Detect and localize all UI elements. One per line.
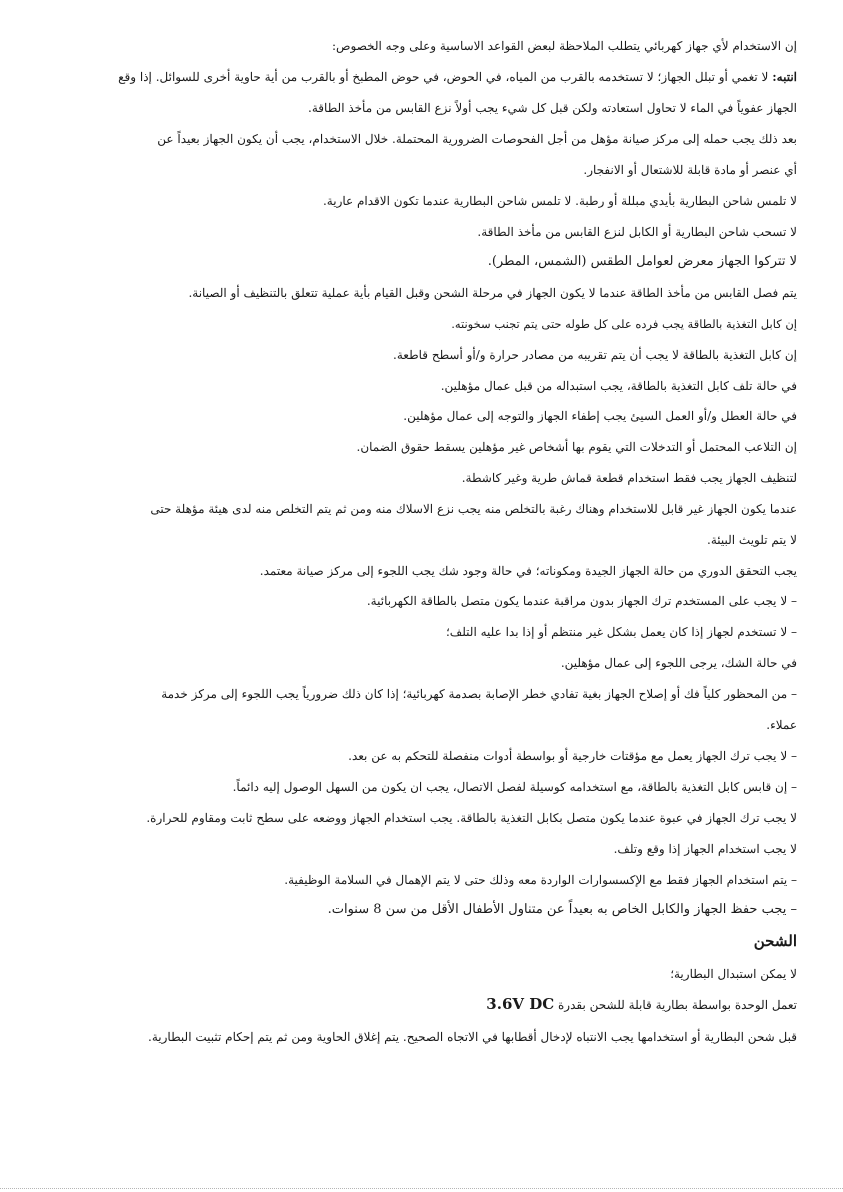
doubt-line: في حالة الشك، يرجى اللجوء إلى عمال مؤهلين. (560, 656, 797, 670)
irregular-use-line: – لا تستخدم لجهاز إذا كان يعمل بشكل غير منتظم أو إذا بدا عليه التلف؛ (445, 625, 797, 639)
plug-access-line: – إن قابس كابل التغذية بالطاقة، مع استخدامه كوسيلة لفصل الاتصال، يجب ان يكون من السهل الوصول إليه دائماً. (232, 780, 797, 794)
safety-intro: إن الاستخدام لأي جهاز كهربائي يتطلب الملاحظة لبعض القواعد الاساسية وعلى وجه الخصوص: (331, 39, 797, 53)
warning-paragraph-line-1 (118, 69, 797, 85)
no-pull-cable-line: لا تسحب شاحن البطارية أو الكابل لنزع القابس من مأخذ الطاقة. (477, 225, 797, 239)
battery-voltage-value: 3.6V DC (486, 995, 555, 1013)
unroll-cable-line: إن كابل التغذية بالطاقة يجب فرده على كل طوله حتى يتم تجنب سخونته. (451, 317, 797, 331)
battery-spec-line (486, 996, 797, 1013)
warning-paragraph-line-2: الجهاز عفوياً في الماء لا تحاول استعادته ولكن قبل كل شيء يجب أولاً نزع القابس من مأخذ الطاقة. (308, 101, 797, 115)
malfunction-line: في حالة العطل و/أو العمل السيئ يجب إطفاء الجهاز والتوجه إلى عمال مؤهلين. (403, 409, 797, 423)
page-bottom-divider (0, 1188, 843, 1189)
disposal-paragraph-line-1: عندما يكون الجهاز غير قابل للاستخدام وهناك رغبة بالتخلص منه يجب نزع الاسلاك منه ومن ثم يتم التخلص منه لدى هيئة مؤهلة حتى (150, 502, 797, 516)
children-line: – يجب حفظ الجهاز والكابل الخاص به بعيداً عن متناول الأطفال الأقل من سن 8 سنوات. (327, 902, 797, 917)
warning-text: لا تغمي أو تبلل الجهاز؛ لا تستخدمه بالقرب من المياه، في الحوض، في حوض المطبخ أو بالقرب من أية حاوية أخرى للسوائل. إذا وقع (118, 70, 773, 84)
service-paragraph-line-2: أي عنصر أو مادة قابلة للاشتعال أو الانفجار. (583, 163, 797, 177)
no-dropped-line: لا يجب استخدام الجهاز إذا وقع وتلف. (613, 842, 797, 856)
no-package-line: لا يجب ترك الجهاز في عبوة عندما يكون متصل بكابل التغذية بالطاقة. يجب استخدام الجهاز ووضعه على سطح ثابت ومقاوم للحرارة. (146, 811, 797, 825)
no-heat-line: إن كابل التغذية بالطاقة لا يجب أن يتم تقريبه من مصادر حرارة و/أو أسطح قاطعة. (393, 348, 797, 362)
no-touch-charger-line: لا تلمس شاحن البطارية بأيدي مبللة أو رطبة. لا تلمس شاحن البطارية عندما تكون الاقدام عارية. (322, 194, 797, 208)
no-dismantle-paragraph-line-1: – من المحظور كلياً فك أو إصلاح الجهاز بغية تفادي خطر الإصابة بصدمة كهربائية؛ إذا كان ذلك ضرورياً يجب اللجوء إلى مركز خدمة (161, 687, 797, 701)
battery-insertion-line: قبل شحن البطارية أو استخدامها يجب الانتباه لإدخال أقطابها في الاتجاه الصحيح. يتم إغلاق الحاوية ومن ثم يتم إحكام تثبيت البطارية. (148, 1030, 797, 1044)
service-paragraph-line-1: بعد ذلك يجب حمله إلى مركز صيانة مؤهل من أجل الفحوصات الضرورية المحتملة. خلال الاستخدام، يجب أن يكون الجهاز بعيداً عن (157, 132, 797, 146)
no-timers-line: – لا يجب ترك الجهاز يعمل مع مؤقتات خارجية أو بواسطة أدوات منفصلة للتحكم به عن بعد. (348, 749, 797, 763)
accessories-line: – يتم استخدام الجهاز فقط مع الإكسسوارات الواردة معه وذلك حتى لا يتم الإهمال في السلامة الوظيفية. (284, 873, 797, 887)
tampering-line: إن التلاعب المحتمل أو التدخلات التي يقوم بها أشخاص غير مؤهلين يسقط حقوق الضمان. (356, 440, 797, 454)
warning-label: انتبه: (772, 70, 797, 84)
unattended-line: – لا يجب على المستخدم ترك الجهاز بدون مراقبة عندما يكون متصل بالطاقة الكهربائية. (366, 594, 797, 608)
cleaning-line: لتنظيف الجهاز يجب فقط استخدام قطعة قماش طرية وغير كاشطة. (461, 471, 797, 485)
no-dismantle-paragraph-line-2: عملاء. (766, 718, 797, 732)
periodic-check-line: يجب التحقق الدوري من حالة الجهاز الجيدة ومكوناته؛ في حالة وجود شك يجب اللجوء إلى مركز صيانة معتمد. (259, 564, 797, 578)
unplug-cleaning-line: يتم فصل القابس من مأخذ الطاقة عندما لا يكون الجهاز في مرحلة الشحن وقبل القيام بأية عملية تتعلق بالتنظيف أو الصيانة. (188, 286, 797, 300)
disposal-paragraph-line-2: لا يتم تلويث البيئة. (707, 533, 797, 547)
charging-heading: الشحن (753, 932, 797, 950)
damaged-cable-line: في حالة تلف كابل التغذية بالطاقة، يجب استبداله من قبل عمال مؤهلين. (440, 379, 797, 393)
no-replace-battery-line: لا يمكن استبدال البطارية؛ (670, 967, 797, 981)
no-weather-line: لا تتركوا الجهاز معرض لعوامل الطقس (الشمس، المطر). (487, 254, 797, 269)
battery-spec-text: تعمل الوحدة بواسطة بطارية قابلة للشحن بقدرة (554, 998, 797, 1012)
